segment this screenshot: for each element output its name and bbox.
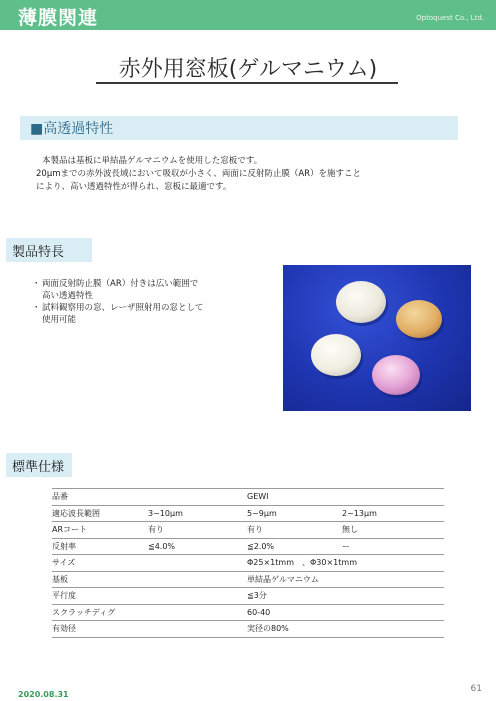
table-cell: 無し [342,525,358,535]
table-row [52,522,444,539]
header-bar [0,0,496,30]
intro-text [36,155,468,194]
table-cell: ≦4.0% [148,541,176,551]
table-cell-label: ARコート [52,525,88,535]
section-features [6,238,92,262]
table-row [52,539,444,556]
table-cell-label: 基板 [52,574,68,584]
table-row [52,488,444,506]
intro-line: 本製品は基板に単結晶ゲルマニウムを使用した窓板です。 [42,156,263,166]
feature-item [32,278,272,302]
table-row [52,605,444,622]
section-high-transmission-label [30,118,113,138]
category-label: 薄膜関連 [18,7,99,29]
table-cell: 実径の80% [247,624,289,634]
table-cell: 有り [148,525,164,535]
table-cell: 単結晶ゲルマニウム [247,574,319,584]
table-row [52,506,444,523]
feature-list [32,278,272,326]
table-cell-label: 反射率 [52,541,76,551]
feature-item [32,302,272,326]
window-disc [311,334,361,376]
section-features-label: 製品特長 [12,245,65,260]
feature-text: 試料観察用の窓、レーザ照射用の窓として [42,303,204,313]
table-cell-label: スクラッチディグ [52,607,116,617]
window-disc [336,281,386,323]
spec-table [52,488,444,638]
feature-text: 高い透過特性 [42,291,94,301]
section-high-transmission [20,116,458,140]
table-cell: Φ25×1tmm 、Φ30×1tmm [247,558,357,568]
page-number: 61 [470,684,482,694]
feature-text: 両面反射防止膜（AR）付きは広い範囲で [42,279,199,289]
table-cell: ≦3分 [247,591,267,601]
table-cell: 3~10μm [148,508,183,518]
page-title: 赤外用窓板(ゲルマニウム) [118,57,378,82]
table-cell: ≦2.0% [247,541,275,551]
feature-text: 使用可能 [42,315,77,325]
title-underline [96,82,398,84]
table-cell-label: 適応波長範囲 [52,508,100,518]
intro-line: 20μmまでの赤外波長域において吸収が小さく、両面に反射防止膜（AR）を施すこと [36,169,362,179]
table-row [52,588,444,605]
table-cell: GEWI [247,492,269,502]
window-disc [372,355,420,395]
table-cell: 有り [247,525,263,535]
product-photo-illustration [283,265,471,411]
section-spec-label: 標準仕様 [12,460,65,475]
square-bullet-icon: ■ [30,121,44,137]
table-row [52,621,444,638]
company-name: Optoquest Co., Ltd. [416,14,484,22]
bullet: ・ [32,279,41,289]
table-cell-label: 品番 [52,492,68,502]
window-disc [396,300,442,338]
table-cell: 5~9μm [247,508,277,518]
section-spec [6,453,72,477]
table-row [52,572,444,589]
bullet: ・ [32,303,41,313]
table-cell-label: 有効径 [52,624,76,634]
intro-line: により、高い透過特性が得られ、窓板に最適です。 [36,182,232,192]
section-title: 高透過特性 [43,121,114,137]
table-cell-label: サイズ [52,558,76,568]
table-cell: 60-40 [247,607,271,617]
footer-date: 2020.08.31 [18,690,69,699]
table-cell: 2~13μm [342,508,377,518]
table-cell: ー [342,541,350,551]
table-cell-label: 平行度 [52,591,76,601]
product-photo [283,265,471,411]
table-row [52,555,444,572]
